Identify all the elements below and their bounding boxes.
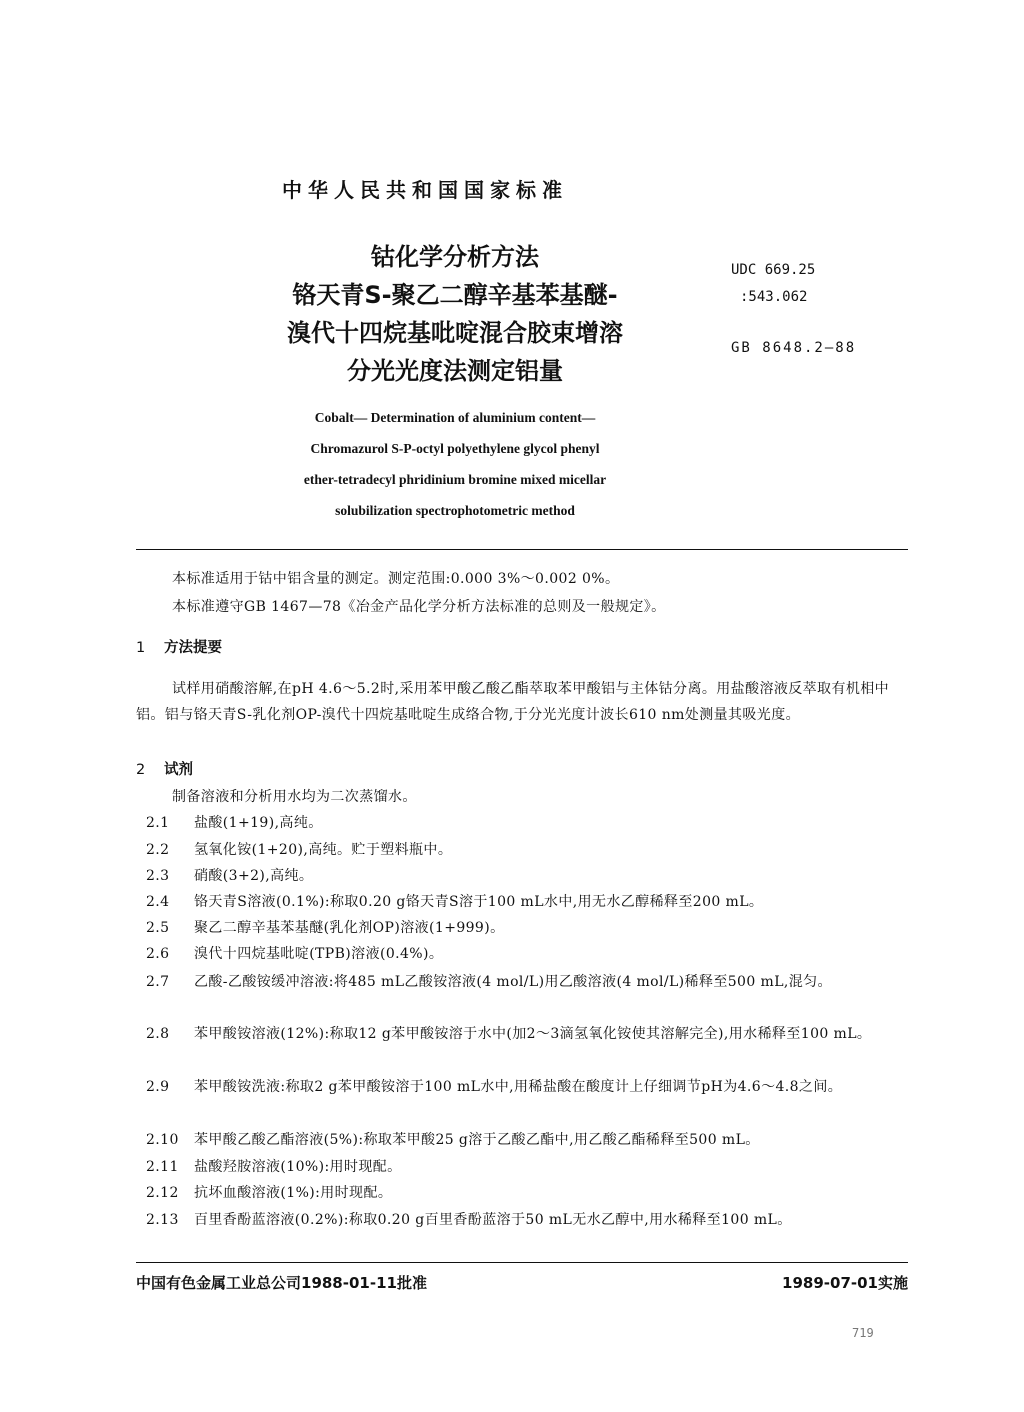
item-text: 盐酸(1+19),高纯。 [194,815,323,831]
item-text: 硝酸(3+2),高纯。 [194,868,314,884]
section-number: 2 [136,762,146,778]
english-title [200,402,710,526]
title-line: 分光光度法测定铝量 [347,357,563,385]
reagent-item [136,915,908,941]
english-title-line: ether-tetradecyl phridinium bromine mixed micellar [303,472,607,487]
header-divider [136,549,908,550]
title-line: 钴化学分析方法 [371,243,539,271]
reagent-item [136,1180,908,1206]
item-number: 2.1 [146,815,170,831]
item-text: 乙酸-乙酸铵缓冲溶液:将485 mL乙酸铵溶液(4 mol/L)用乙酸溶液(4 mol/L)稀释至500 mL,混匀。 [194,974,832,990]
item-number: 2.4 [146,894,170,910]
title-line: 溴代十四烷基吡啶混合胶束增溶 [287,319,623,347]
item-number: 2.5 [146,920,170,936]
item-text: 抗坏血酸溶液(1%):用时现配。 [194,1185,393,1201]
reagent-item [136,1127,908,1153]
reagent-item [136,863,908,889]
document-title [200,238,710,390]
english-title-line: solubilization spectrophotometric method [335,503,575,518]
item-number: 2.12 [146,1185,179,1201]
scope-paragraph: 本标准适用于钴中铝含量的测定。测定范围:0.000 3%～0.002 0%。 [172,571,620,587]
reagent-item [136,941,908,967]
item-number: 2.2 [146,842,170,858]
item-text: 铬天青S溶液(0.1%):称取0.20 g铬天青S溶于100 mL水中,用无水乙醇稀释至200 mL。 [194,894,764,910]
method-summary-paragraph: 试样用硝酸溶解,在pH 4.6～5.2时,采用苯甲酸乙酸乙酯萃取苯甲酸铝与主体钴分离。用盐酸溶液反萃取有机相中铝。铝与铬天青S-乳化剂OP-溴代十四烷基吡啶生成络合物,于分光光度计波长610 nm处测量其吸光度。 [136,681,890,723]
approval-line: 中国有色金属工业总公司1988-01-11批准 [136,1274,427,1292]
english-title-line: Chromazurol S-P-octyl polyethylene glycol phenyl [310,441,600,456]
section-heading [136,636,222,657]
reagent-item [136,969,908,995]
title-line: 铬天青S-聚乙二醇辛基苯基醚- [292,281,618,309]
udc-code-line1: UDC 669.25 [731,262,816,278]
item-number: 2.9 [146,1079,170,1095]
item-text: 苯甲酸乙酸乙酯溶液(5%):称取苯甲酸25 g溶于乙酸乙酯中,用乙酸乙酯稀释至500 mL。 [194,1132,760,1148]
item-text: 溴代十四烷基吡啶(TPB)溶液(0.4%)。 [194,946,444,962]
section-title: 方法提要 [164,640,222,656]
item-number: 2.10 [146,1132,179,1148]
page-number: 719 [852,1326,874,1340]
item-number: 2.13 [146,1212,179,1228]
item-number: 2.11 [146,1159,179,1175]
section-title: 试剂 [164,762,193,778]
reagent-item [136,1154,908,1180]
reagent-item [136,1207,908,1233]
compliance-paragraph: 本标准遵守GB 1467—78《冶金产品化学分析方法标准的总则及一般规定》。 [172,599,666,615]
item-number: 2.7 [146,974,170,990]
section-heading [136,758,193,779]
reagent-item [136,837,908,863]
item-text: 苯甲酸铵溶液(12%):称取12 g苯甲酸铵溶于水中(加2～3滴氢氧化铵使其溶解完全),用水稀释至100 mL。 [194,1026,872,1042]
section-number: 1 [136,640,146,656]
reagent-item [136,1074,908,1100]
effective-date-line: 1989-07-01实施 [782,1274,908,1292]
item-number: 2.6 [146,946,170,962]
item-text: 苯甲酸铵洗液:称取2 g苯甲酸铵溶于100 mL水中,用稀盐酸在酸度计上仔细调节pH为4.6～4.8之间。 [194,1079,843,1095]
item-text: 氢氧化铵(1+20),高纯。贮于塑料瓶中。 [194,842,453,858]
standard-org-heading: 中华人民共和国国家标准 [282,178,568,202]
item-text: 盐酸羟胺溶液(10%):用时现配。 [194,1159,402,1175]
item-text: 聚乙二醇辛基苯基醚(乳化剂OP)溶液(1+999)。 [194,920,505,936]
udc-code-line2: :543.062 [740,289,808,305]
english-title-line: Cobalt— Determination of aluminium content— [314,410,596,425]
reagents-intro: 制备溶液和分析用水均为二次蒸馏水。 [172,789,417,805]
item-text: 百里香酚蓝溶液(0.2%):称取0.20 g百里香酚蓝溶于50 mL无水乙醇中,用水稀释至100 mL。 [194,1212,792,1228]
item-number: 2.3 [146,868,170,884]
reagent-item [136,1021,908,1047]
item-number: 2.8 [146,1026,170,1042]
reagent-item [136,810,908,836]
reagent-item [136,889,908,915]
gb-standard-code: GB 8648.2—88 [731,340,857,356]
footer-divider [136,1262,908,1263]
